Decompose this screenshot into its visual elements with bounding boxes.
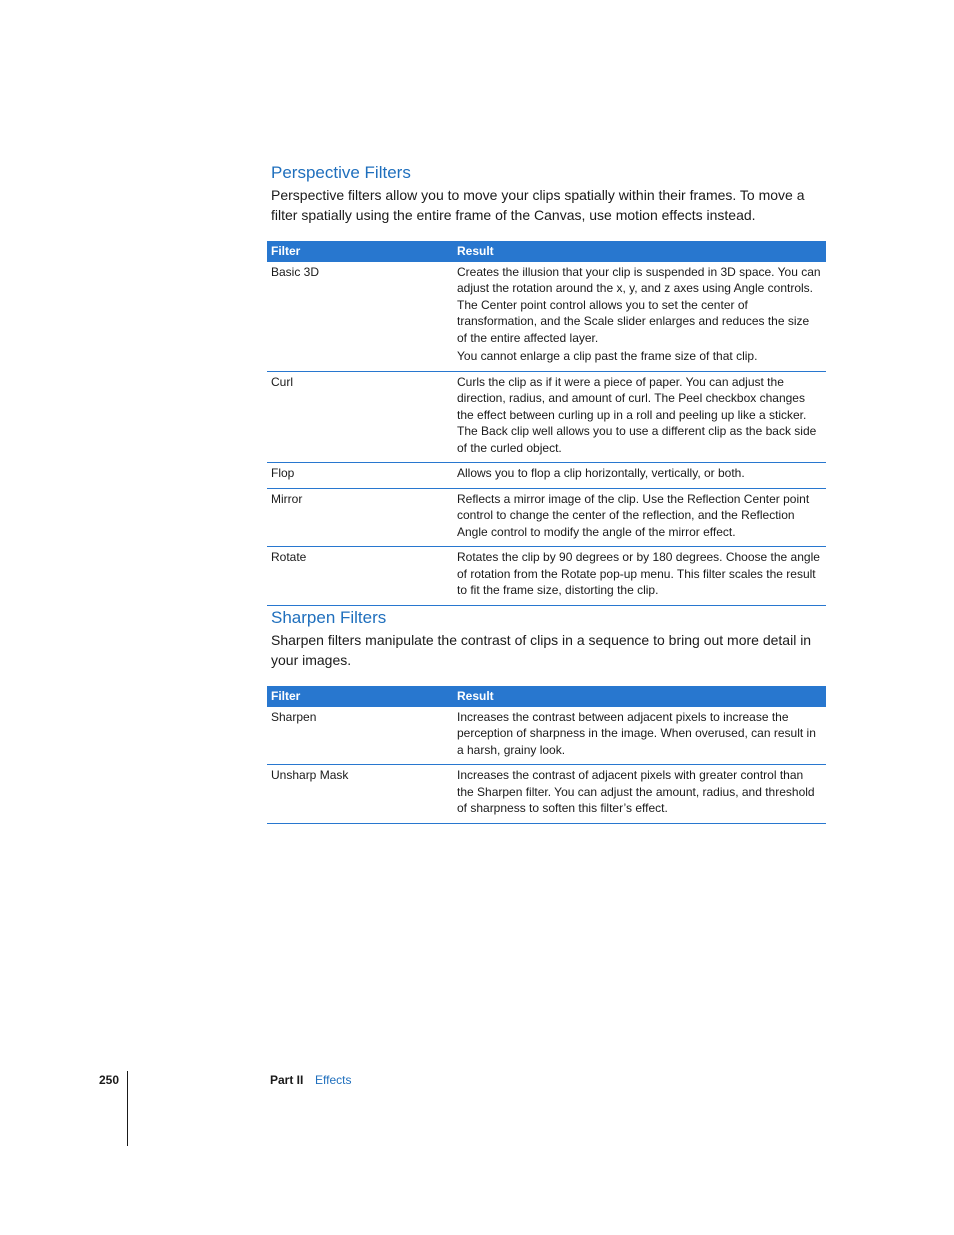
filter-result: Reflects a mirror image of the clip. Use the Reflection Center point control to change the center of the reflection, and the Reflection Angle control to modify the angle of the mirror effect.	[453, 488, 826, 547]
column-header-result: Result	[453, 686, 826, 707]
sharpen-filters-heading: Sharpen Filters	[271, 608, 387, 627]
table-header-row	[267, 241, 826, 262]
table-row	[267, 371, 826, 463]
table-row	[267, 488, 826, 547]
table-row	[267, 547, 826, 606]
column-header-filter: Filter	[267, 686, 453, 707]
filter-result: Increases the contrast between adjacent pixels to increase the perception of sharpness in the image. When overused, can result in a harsh, grainy look.	[453, 707, 826, 765]
filter-result: Increases the contrast of adjacent pixels with greater control than the Sharpen filter. You can adjust the amount, radius, and threshold of sharpness to soften this filter’s effect.	[453, 765, 826, 824]
footer-divider	[127, 1071, 128, 1146]
filter-result: Curls the clip as if it were a piece of paper. You can adjust the direction, radius, and amount of curl. The Peel checkbox changes the effect between curling up in a roll and peeling up like a sticker. The Back clip well allows you to use a different clip as the back side of the curled object.	[453, 371, 826, 463]
footer-part-label: Part II	[270, 1073, 304, 1087]
perspective-filters-table	[267, 241, 826, 606]
column-header-filter: Filter	[267, 241, 453, 262]
footer-chapter-link[interactable]: Effects	[315, 1073, 352, 1087]
filter-result	[453, 262, 826, 372]
filter-name: Unsharp Mask	[267, 765, 453, 824]
filter-result-note: You cannot enlarge a clip past the frame size of that clip.	[457, 349, 758, 363]
filter-name: Flop	[267, 463, 453, 489]
perspective-filters-heading: Perspective Filters	[271, 163, 411, 182]
table-header-row	[267, 686, 826, 707]
filter-name: Sharpen	[267, 707, 453, 765]
column-header-result: Result	[453, 241, 826, 262]
filter-name: Rotate	[267, 547, 453, 606]
filter-name: Basic 3D	[267, 262, 453, 372]
filter-result: Rotates the clip by 90 degrees or by 180 degrees. Choose the angle of rotation from the Rotate pop-up menu. This filter scales the result to fit the frame size, distorting the clip.	[453, 547, 826, 606]
sharpen-filters-intro: Sharpen filters manipulate the contrast of clips in a sequence to bring out more detail in your images.	[271, 632, 812, 668]
table-row	[267, 765, 826, 824]
table-row	[267, 463, 826, 489]
table-row	[267, 707, 826, 765]
perspective-filters-intro: Perspective filters allow you to move your clips spatially within their frames. To move a filter spatially using the entire frame of the Canvas, use motion effects instead.	[271, 187, 805, 223]
filter-result: Allows you to flop a clip horizontally, vertically, or both.	[453, 463, 826, 489]
filter-result-text: Creates the illusion that your clip is suspended in 3D space. You can adjust the rotation around the x, y, and z axes using Angle controls. The Center point control allows you to set the center of transformation, and the Scale slider enlarges and reduces the size of the entire affected layer.	[457, 264, 821, 345]
filter-name: Mirror	[267, 488, 453, 547]
page-number: 250	[99, 1073, 120, 1087]
sharpen-filters-table	[267, 686, 826, 824]
filter-name: Curl	[267, 371, 453, 463]
table-row	[267, 262, 826, 372]
